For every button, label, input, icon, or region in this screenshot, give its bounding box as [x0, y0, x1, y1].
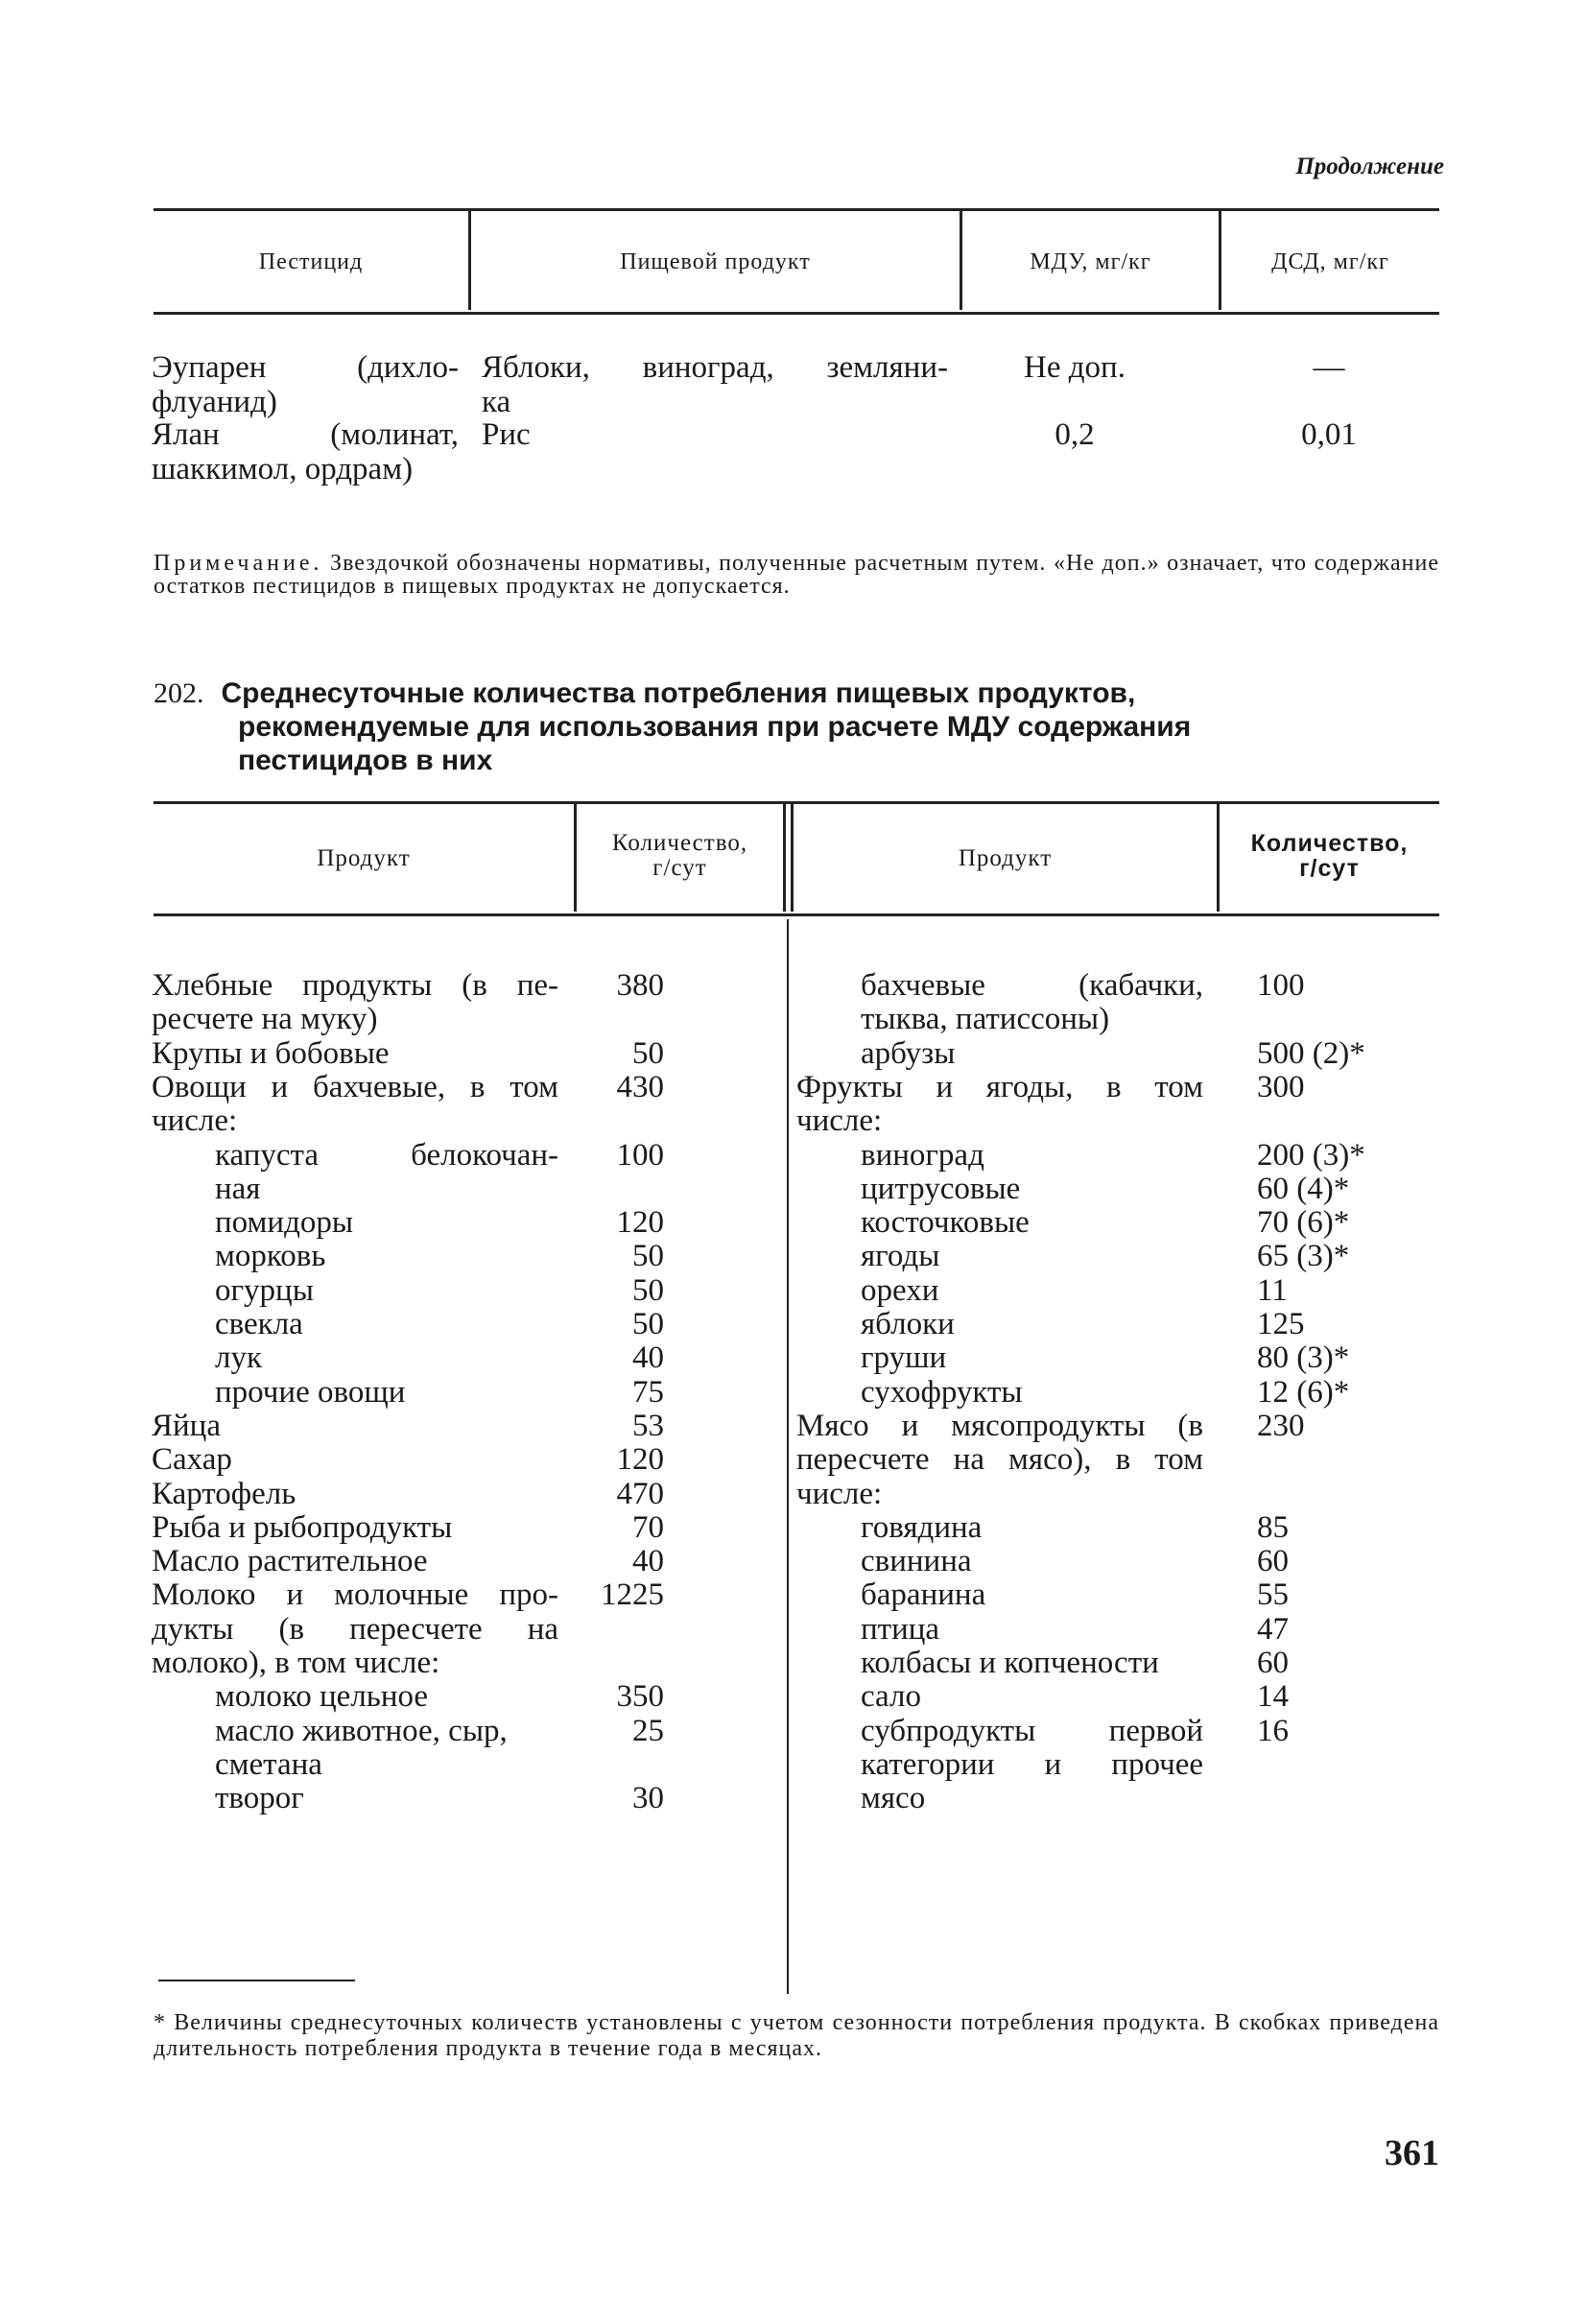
table2-right-amount: 500 (2)* [1257, 1035, 1365, 1071]
table2-right-product: говядина [861, 1509, 983, 1545]
table1-note [154, 552, 1439, 598]
table2-left-amount: 30 [632, 1781, 664, 1816]
table2-left-amount: 1225 [601, 1577, 664, 1613]
table2-title-line: рекомендуемые для использования при расчете МДУ содержания [238, 711, 1192, 743]
table2-right-product: виноград [861, 1137, 984, 1173]
table2-right-amount: 70 (6)* [1257, 1205, 1350, 1241]
table2-right-amount: 47 [1257, 1611, 1289, 1647]
footnote-rule [158, 1980, 355, 1981]
table2-left-product: Хлебные продукты (в пе- [152, 968, 558, 1003]
table2-left-product: капуста белокочан- [215, 1137, 558, 1173]
table2-right-product: мясо [861, 1781, 926, 1816]
table1-product: ка [482, 385, 511, 419]
table2-title-line: Среднесуточные количества потребления пищевых продуктов, [221, 677, 1136, 709]
table2-left-product: Овощи и бахчевые, в том [152, 1069, 558, 1104]
table2-heading [154, 676, 1191, 777]
table2-left-amount: 50 [632, 1239, 664, 1274]
note-text: Звездочкой обозначены нормативы, полученные расчетным путем. «Не доп.» означает, что содержание остатков пестицидов в пищевых продуктах не допускается. [154, 551, 1439, 599]
table2-right-product: ягоды [861, 1239, 940, 1274]
table1-product: Рис [482, 417, 531, 452]
table2-left-product: Картофель [152, 1476, 296, 1511]
table2-right-product: цитрусовые [861, 1171, 1021, 1206]
continuation-label: Продолжение [1295, 154, 1444, 179]
table2-left-product: дукты (в пересчете на [152, 1611, 558, 1647]
table2-left-amount: 53 [632, 1408, 664, 1443]
table2-left-product: помидоры [215, 1205, 354, 1241]
table2-right-product: груши [861, 1340, 947, 1376]
table2-left-product: сметана [215, 1746, 322, 1782]
table2-left-product: Крупы и бобовые [152, 1035, 390, 1071]
table2-right-product: субпродукты первой [861, 1713, 1203, 1748]
table2-left-amount: 40 [632, 1544, 664, 1579]
table2-left-amount: 380 [616, 968, 664, 1003]
table2-left-product: ная [215, 1171, 261, 1206]
table2-right-product: Фрукты и ягоды, в том [796, 1069, 1203, 1104]
table2-right-amount: 65 (3)* [1257, 1239, 1350, 1274]
table2-left-product: огурцы [215, 1272, 314, 1308]
footnote: * Величины среднесуточных количеств установлены с учетом сезонности потребления продукта. В скобках приведена длительность потребления продукта в течение года в месяцах. [154, 2010, 1439, 2061]
table2-right-amount: 14 [1257, 1679, 1289, 1715]
table2-left-product: молоко цельное [215, 1679, 429, 1715]
table2-left-amount: 70 [632, 1509, 664, 1545]
table2-right-product: пересчете на мясо), в том [796, 1442, 1203, 1478]
table2-left-amount: 50 [632, 1307, 664, 1341]
table2-right-product: тыква, патиссоны) [861, 1002, 1110, 1037]
table1-dsd: — [1313, 350, 1345, 385]
table2-left-amount: 120 [616, 1442, 664, 1478]
table2-col-divider [783, 804, 786, 912]
table1-header-product: Пищевой продукт [620, 249, 811, 274]
table2-header-amount: Количество, [1250, 830, 1409, 857]
table2-left-product: Сахар [152, 1442, 232, 1478]
table2-left-amount: 120 [616, 1205, 664, 1241]
table2-header-product: Продукт [317, 845, 411, 871]
table1-mdu: Не доп. [1024, 350, 1126, 385]
table2-left-product: лук [215, 1340, 263, 1376]
table2-top-rule [154, 801, 1439, 804]
table2-right-amount: 125 [1257, 1307, 1305, 1341]
table2-body-divider [787, 919, 789, 1994]
table2-right-amount: 60 [1257, 1544, 1289, 1579]
table1-top-rule [154, 208, 1439, 211]
table2-right-product: числе: [796, 1103, 883, 1139]
table1-mdu: 0,2 [1055, 417, 1095, 452]
table2-left-amount: 75 [632, 1374, 664, 1410]
table2-right-amount: 60 (4)* [1257, 1171, 1350, 1206]
table2-right-amount: 230 [1257, 1408, 1305, 1443]
table2-right-product: птица [861, 1611, 940, 1647]
table2-right-amount: 85 [1257, 1509, 1289, 1545]
table2-left-amount: 100 [616, 1137, 664, 1173]
table2-right-amount: 300 [1257, 1069, 1305, 1104]
table2-left-product: молоко), в том числе: [152, 1646, 440, 1680]
table1-pesticide: флуанид) [152, 385, 277, 419]
table2-left-product: свекла [215, 1307, 303, 1341]
table1-dsd: 0,01 [1301, 417, 1357, 452]
table2-right-product: числе: [796, 1476, 883, 1511]
table2-title-line: пестицидов в них [238, 745, 493, 776]
table2-right-amount: 100 [1257, 968, 1305, 1003]
table2-right-product: свинина [861, 1544, 972, 1579]
table2-right-product: яблоки [861, 1307, 955, 1341]
table2-right-product: категории и прочее [861, 1746, 1203, 1782]
table2-left-product: Масло растительное [152, 1544, 428, 1579]
table2-left-product: числе: [152, 1103, 238, 1139]
table1-pesticide: шаккимол, ордрам) [152, 452, 414, 486]
table2-left-product: масло животное, сыр, [215, 1713, 508, 1748]
table2-header-amount-unit: г/сут [652, 855, 707, 881]
table2-left-amount: 25 [632, 1713, 664, 1748]
table1-header-rule [154, 312, 1439, 315]
table1-header-mdu: МДУ, мг/кг [1030, 249, 1151, 274]
table2-left-product: Молоко и молочные про- [152, 1577, 558, 1613]
table2-left-product: морковь [215, 1239, 326, 1274]
table2-number: 202. [154, 677, 204, 709]
table2-header-rule [154, 913, 1439, 916]
table2-right-product: косточковые [861, 1205, 1030, 1241]
table2-right-amount: 12 (6)* [1257, 1374, 1350, 1410]
table1-header-pesticide: Пестицид [258, 249, 364, 274]
table2-right-amount: 60 [1257, 1646, 1289, 1680]
table2-left-product: Рыба и рыбопродукты [152, 1509, 453, 1545]
table2-right-product: баранина [861, 1577, 986, 1613]
table2-left-amount: 430 [616, 1069, 664, 1104]
table2-left-amount: 470 [616, 1476, 664, 1511]
table2-header-product: Продукт [958, 845, 1053, 871]
table2-right-amount: 55 [1257, 1577, 1289, 1613]
table2-left-amount: 40 [632, 1340, 664, 1376]
table2-left-product: Яйца [152, 1408, 221, 1443]
table1-product: Яблоки, виноград, земляни- [482, 350, 948, 385]
table2-header-amount-unit: г/сут [1299, 855, 1360, 882]
table1-pesticide: Эупарен (дихло- [152, 350, 459, 385]
table2-left-product: ресчете на муку) [152, 1002, 378, 1037]
table2-left-amount: 50 [632, 1272, 664, 1308]
table2-right-product: арбузы [861, 1035, 956, 1071]
table2-right-product: сухофрукты [861, 1374, 1023, 1410]
note-lead: Примечание. [154, 551, 323, 576]
table2-left-product: прочие овощи [215, 1374, 406, 1410]
page-number: 361 [1385, 2133, 1439, 2173]
table2-header-amount: Количество, [611, 830, 748, 856]
table2-right-product: орехи [861, 1272, 939, 1308]
table2-right-product: Мясо и мясопродукты (в [796, 1408, 1203, 1443]
table2-right-amount: 80 (3)* [1257, 1340, 1350, 1376]
table2-right-product: бахчевые (кабачки, [861, 968, 1203, 1003]
table2-left-product: творог [215, 1781, 304, 1816]
table2-left-amount: 50 [632, 1035, 664, 1071]
table2-right-product: колбасы и копчености [861, 1646, 1159, 1680]
table1-pesticide: Ялан (молинат, [152, 417, 459, 452]
table1-header-dsd: ДСД, мг/кг [1271, 249, 1389, 274]
table2-right-amount: 16 [1257, 1713, 1289, 1748]
table2-left-amount: 350 [616, 1679, 664, 1715]
table2-right-amount: 11 [1257, 1272, 1288, 1308]
table2-right-amount: 200 (3)* [1257, 1137, 1365, 1173]
table2-right-product: сало [861, 1679, 921, 1715]
